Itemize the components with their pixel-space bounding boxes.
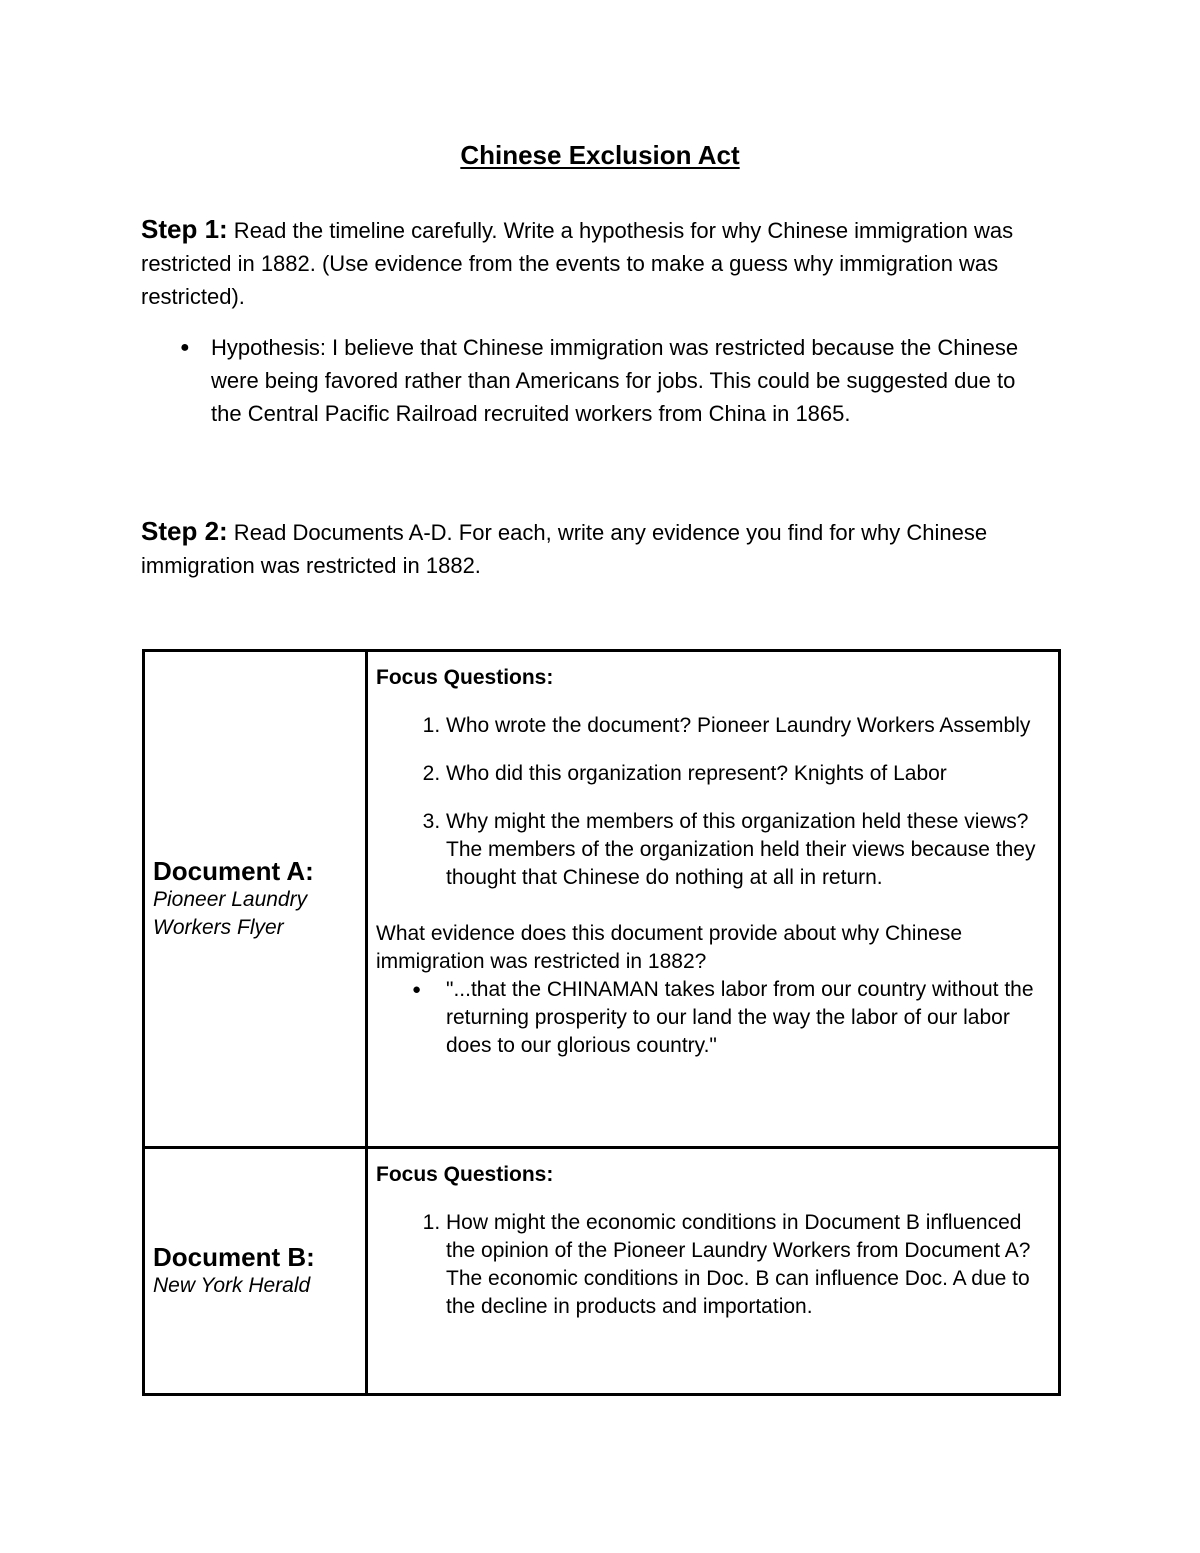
step-2-label: Step 2: — [141, 516, 228, 546]
step-2-text: Read Documents A-D. For each, write any evidence you find for why Chinese immigration was restricted in 1882. — [141, 520, 988, 578]
hypothesis-text: Hypothesis: I believe that Chinese immigration was restricted because the Chinese were being favored rather than Americans for jobs. This could be suggested due to the Central Pacific Railroad recruited workers from China in 1865. — [211, 335, 1019, 426]
document-a-subtitle: Pioneer Laundry Workers Flyer — [153, 888, 308, 939]
list-item: 1. Who wrote the document? Pioneer Laundry Workers Assembly — [446, 712, 1048, 740]
evidence-prompt: What evidence does this document provide about why Chinese immigration was restricted in 1882? — [376, 922, 963, 973]
document-a-questions-cell — [367, 651, 1060, 1148]
bullet-icon: ● — [180, 339, 190, 356]
list-item — [412, 976, 1048, 1060]
document-b-questions-cell — [367, 1148, 1060, 1395]
list-item: 1. How might the economic conditions in Document B influenced the opinion of the Pioneer Laundry Workers from Document A? The economic conditions in Doc. B can influence Doc. A due to the decline in products and importation. — [446, 1209, 1048, 1321]
document-b-question-list — [376, 1209, 1048, 1321]
list-item: 3. Why might the members of this organization held these views? The members of the organization held their views because they thought that Chinese do nothing at all in return. — [446, 808, 1048, 892]
evidence-text: "...that the CHINAMAN takes labor from our country without the returning prosperity to our land the way the labor of our labor does to our glorious country." — [446, 978, 1034, 1057]
document-a-question-list — [376, 712, 1048, 892]
document-b-subtitle: New York Herald — [153, 1274, 311, 1297]
document-a-cell — [144, 651, 367, 1148]
page-title: Chinese Exclusion Act — [460, 140, 740, 170]
documents-table — [142, 649, 1061, 1396]
table-row-document-b — [144, 1148, 1060, 1395]
focus-questions-label: Focus Questions: — [376, 666, 554, 689]
focus-questions-label: Focus Questions: — [376, 1163, 554, 1186]
step-2-paragraph — [141, 515, 1071, 582]
step-1-paragraph — [141, 213, 1071, 313]
document-b-label: Document B: — [153, 1242, 315, 1272]
step-1-label: Step 1: — [141, 214, 228, 244]
evidence-list — [376, 976, 1048, 1060]
hypothesis-bullet — [180, 331, 1040, 430]
document-b-cell — [144, 1148, 367, 1395]
bullet-icon: ● — [412, 981, 422, 998]
table-row-document-a — [144, 651, 1060, 1148]
list-item: 2. Who did this organization represent? Knights of Labor — [446, 760, 1048, 788]
step-1-text: Read the timeline carefully. Write a hypothesis for why Chinese immigration was restricted in 1882. (Use evidence from the events to make a guess why immigration was restricted). — [141, 218, 1014, 309]
document-a-label: Document A: — [153, 856, 314, 886]
